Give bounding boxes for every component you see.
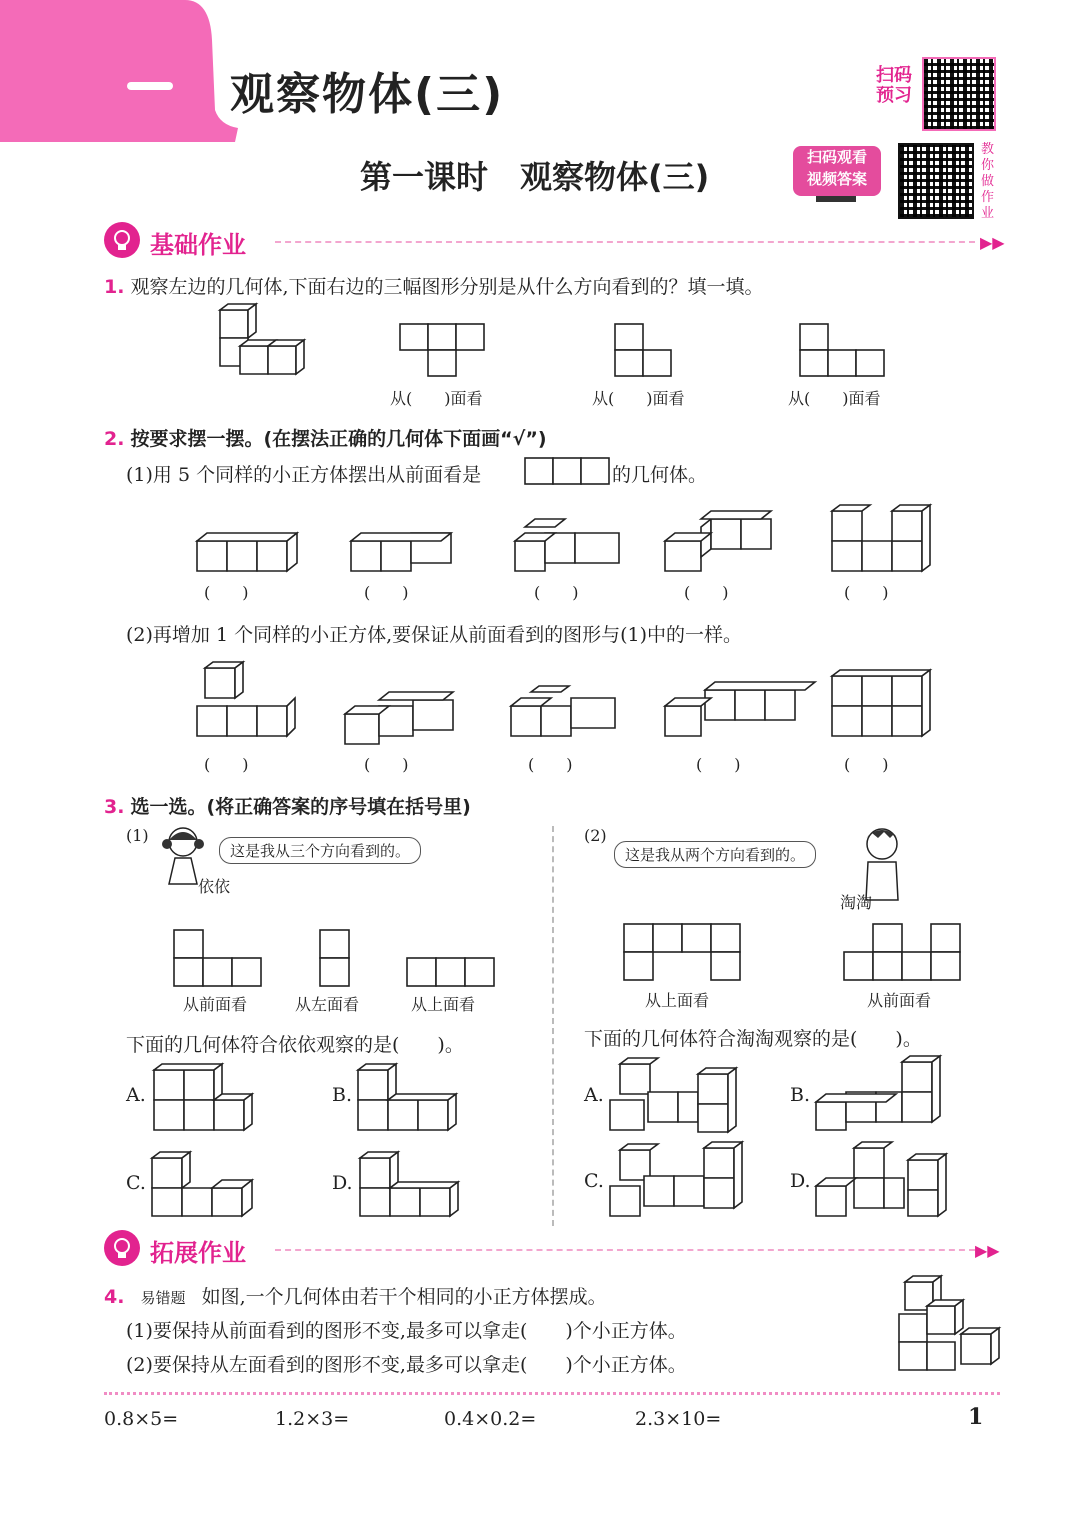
calc-1: 0.8×5=	[104, 1408, 179, 1430]
q3-right-name: 淘淘	[840, 893, 873, 912]
q2-row2-solids	[195, 660, 955, 750]
lesson-title: 第一课时 观察物体(三)	[360, 158, 710, 196]
arrow-icon: ▶▶	[975, 1241, 1000, 1260]
q1-answer-1[interactable]: 从( )面看	[390, 389, 483, 408]
q3-right-speech: 这是我从两个方向看到的。	[614, 841, 816, 868]
section-extend: 拓展作业	[150, 1239, 246, 1267]
q2-row2-answer-4[interactable]: ( )	[696, 755, 741, 774]
q3-left-option-d[interactable]: D.	[332, 1172, 353, 1194]
q2-row2-answer-3[interactable]: ( )	[528, 755, 573, 774]
question-4: 4. 易错题 如图,一个几何体由若干个相同的小正方体摆成。	[104, 1286, 607, 1308]
column-divider	[552, 826, 554, 1226]
scan-preview-label: 扫码预习	[876, 65, 912, 106]
q3-right-option-d[interactable]: D.	[790, 1170, 811, 1192]
q3-left-view-label-1: 从前面看	[183, 995, 248, 1014]
q3-left-option-a[interactable]: A.	[126, 1084, 146, 1106]
q1-view-1	[398, 322, 488, 380]
question-1: 1. 观察左边的几何体,下面右边的三幅图形分别是从什么方向看到的？填一填。	[104, 276, 764, 298]
q4-part2: (2)要保持从左面看到的图形不变,最多可以拿走( )个小正方体。	[126, 1354, 687, 1376]
unit-title: 观察物体(三)	[230, 69, 505, 120]
q3-right-view-label-2: 从前面看	[867, 991, 932, 1010]
q1-view-2	[613, 322, 675, 380]
unit-tab	[0, 0, 240, 145]
qr-code-preview[interactable]	[922, 57, 996, 131]
video-answer-button[interactable]: 扫码观看 视频答案	[793, 146, 881, 196]
q3-right-view-label-1: 从上面看	[645, 991, 710, 1010]
q3-right-option-b[interactable]: B.	[790, 1084, 811, 1106]
side-caption: 教你做作业	[981, 142, 995, 221]
q3-left-view-label-2: 从左面看	[295, 995, 360, 1014]
q3-right-option-a[interactable]: A.	[584, 1084, 604, 1106]
screen-stand	[816, 196, 856, 202]
q2-row1-answer-1[interactable]: ( )	[204, 583, 249, 602]
q3-left-speech: 这是我从三个方向看到的。	[219, 837, 421, 864]
q3-left-front-view	[172, 928, 264, 990]
q3-right-solids	[608, 1052, 958, 1222]
q3-right-front-view	[842, 922, 964, 984]
q3-left-top-view	[405, 956, 497, 990]
q3-left-left-view	[318, 928, 352, 990]
q2-row2-answer-5[interactable]: ( )	[844, 755, 889, 774]
q3-right-question: 下面的几何体符合淘淘观察的是( )。	[584, 1028, 922, 1050]
q2-row2-answer-1[interactable]: ( )	[204, 755, 249, 774]
q3-right-label: (2)	[584, 826, 607, 845]
qr-code-video[interactable]	[898, 143, 974, 219]
q3-left-option-b[interactable]: B.	[332, 1084, 353, 1106]
arrow-icon: ▶▶	[980, 233, 1005, 252]
q3-left-label: (1)	[126, 826, 149, 845]
q3-left-view-label-3: 从上面看	[411, 995, 476, 1014]
q1-view-3	[798, 322, 888, 380]
section-divider	[275, 241, 975, 243]
section-basic: 基础作业	[150, 231, 246, 259]
q2-row1-answer-2[interactable]: ( )	[364, 583, 409, 602]
q2-part1-post: 的几何体。	[612, 464, 708, 486]
q2-row1-answer-3[interactable]: ( )	[534, 583, 579, 602]
q2-front-view	[524, 456, 612, 488]
q4-part1: (1)要保持从前面看到的图形不变,最多可以拿走( )个小正方体。	[126, 1320, 687, 1342]
bulb-icon	[104, 222, 140, 258]
footer-divider	[104, 1392, 1000, 1395]
q2-row1-answer-4[interactable]: ( )	[684, 583, 729, 602]
bulb-icon	[104, 1230, 140, 1266]
section-divider	[275, 1249, 975, 1251]
q1-solid	[210, 300, 320, 385]
q3-left-solids	[150, 1060, 470, 1220]
q2-row1-solids	[195, 505, 955, 580]
q3-right-option-c[interactable]: C.	[584, 1170, 604, 1192]
q2-row1-answer-5[interactable]: ( )	[844, 583, 889, 602]
q2-row2-answer-2[interactable]: ( )	[364, 755, 409, 774]
calc-2: 1.2×3=	[275, 1408, 350, 1430]
calc-3: 0.4×0.2=	[444, 1408, 537, 1430]
q3-left-question: 下面的几何体符合依依观察的是( )。	[126, 1034, 464, 1056]
q1-answer-2[interactable]: 从( )面看	[592, 389, 685, 408]
q2-part1-pre: (1)用 5 个同样的小正方体摆出从前面看是	[126, 464, 482, 486]
q4-solid	[895, 1270, 1005, 1380]
q3-left-option-c[interactable]: C.	[126, 1172, 146, 1194]
q3-right-top-view	[622, 922, 744, 984]
q3-left-name: 依依	[198, 877, 231, 896]
question-3: 3. 选一选。(将正确答案的序号填在括号里)	[104, 796, 471, 818]
q1-answer-3[interactable]: 从( )面看	[788, 389, 881, 408]
calc-4: 2.3×10=	[635, 1408, 722, 1430]
q2-part2: (2)再增加 1 个同样的小正方体,要保证从前面看到的图形与(1)中的一样。	[126, 624, 743, 646]
question-2: 2. 按要求摆一摆。(在摆法正确的几何体下面画“√”)	[104, 428, 547, 450]
page-number: 1	[968, 1404, 984, 1430]
